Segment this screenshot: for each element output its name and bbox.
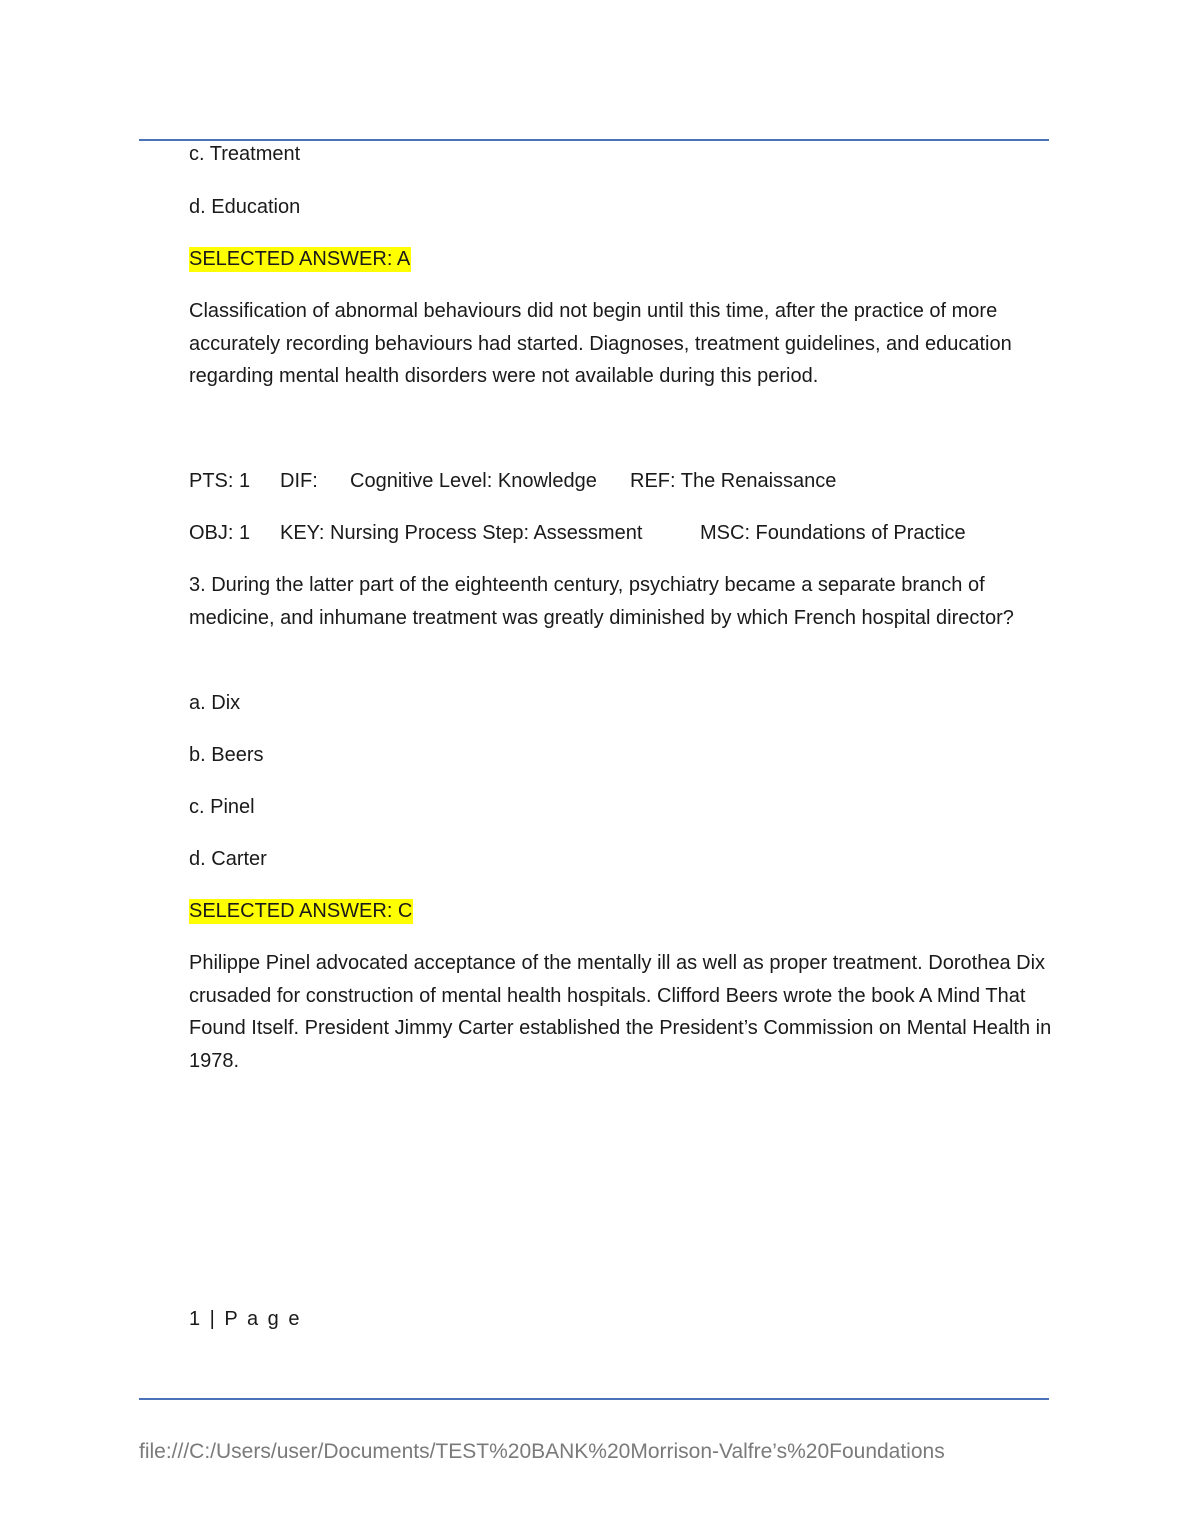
option-text: Treatment [209,143,301,165]
question-3: 3. During the latter part of the eighteenth century, psychiatry became a separate branch of medicine, and inhumane treatment was greatly diminished by which French hospital director? [189,574,1014,629]
option-letter: b. [189,744,206,766]
file-path: file:///C:/Users/user/Documents/TEST%20BANK%20Morrison-Valfre’s%20Foundations [139,1440,945,1463]
option-text: Pinel [210,796,255,818]
option-text: Beers [211,744,264,766]
option-d [189,843,267,876]
option-letter: d. [189,848,206,870]
option-text: Carter [211,848,267,870]
option-b [189,739,264,772]
rationale-3: Philippe Pinel advocated acceptance of the mentally ill as well as proper treatment. Dorothea Dix crusaded for construction of mental health hospitals. Clifford Beers wrote the book A Mind That Found Itself. President Jimmy Carter established the President’s Commission on Mental Health in 1978. [189,952,1052,1072]
option-letter: d. [189,196,206,218]
meta-msc: MSC: Foundations of Practice [700,522,966,544]
option-a [189,687,240,720]
selected-answer-highlight: SELECTED ANSWER: C [189,900,413,922]
selected-answer-highlight: SELECTED ANSWER: A [189,248,411,270]
selected-answer-3 [189,895,413,928]
footer-rule [139,1398,1049,1400]
meta-cognitive-level: Cognitive Level: Knowledge [350,470,597,492]
selected-answer-1 [189,243,411,276]
meta-ref: REF: The Renaissance [630,470,837,492]
meta-pts: PTS: 1 [189,470,251,492]
option-text: Education [211,196,301,218]
rationale-1: Classification of abnormal behaviours did not begin until this time, after the practice of more accurately recording behaviours had started. Diagnoses, treatment guidelines, and education regarding mental health disorders were not available during this period. [189,300,1012,388]
meta-dif: DIF: [280,470,318,492]
option-d-prev [189,191,300,224]
option-letter: c. [189,796,205,818]
option-letter: c. [189,143,205,165]
option-text: Dix [211,692,241,714]
option-c [189,791,255,824]
meta-key: KEY: Nursing Process Step: Assessment [280,522,643,544]
option-c-prev [189,138,300,171]
meta-obj: OBJ: 1 [189,522,251,544]
page-number: 1 | P a g e [189,1308,302,1330]
option-letter: a. [189,692,206,714]
